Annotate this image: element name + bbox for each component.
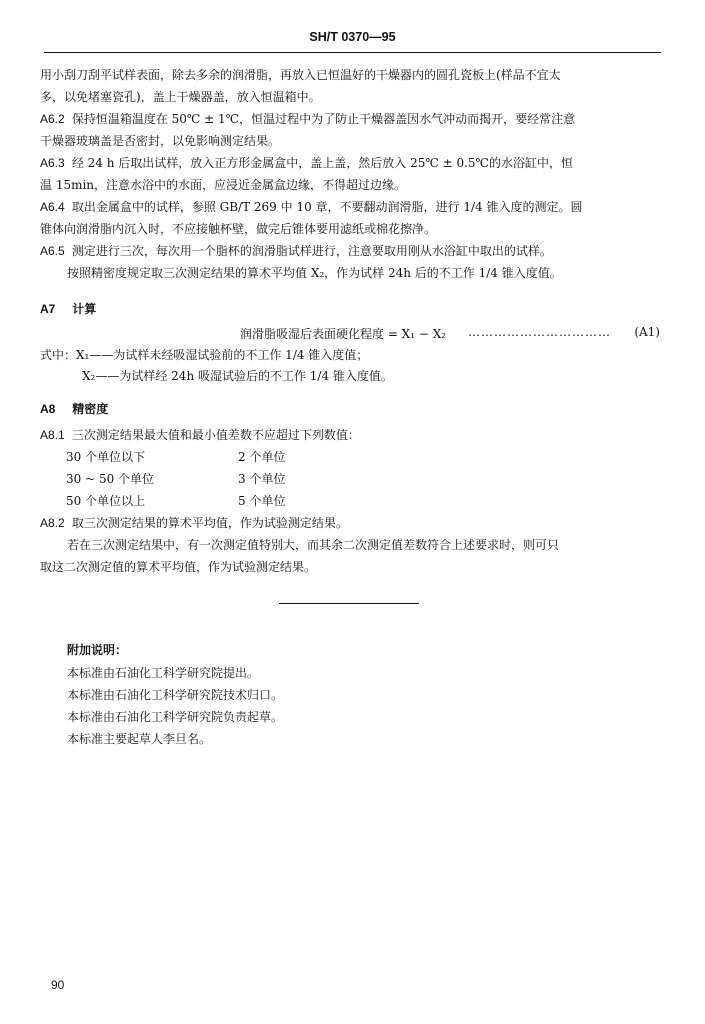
clause-a8-2 (40, 514, 662, 532)
variable-definition: X₂——为试样经 24h 吸湿试验后的不工作 1/4 锥入度值。 (82, 369, 393, 383)
clause-text: 取三次测定结果的算术平均值，作为试验测定结果。 (71, 516, 348, 530)
where-line (40, 346, 662, 364)
note-line: 本标准由石油化工科学研究院负责起草。 (67, 710, 284, 724)
clause-a6-2 (40, 110, 662, 128)
paragraph-line: 按照精密度规定取三次测定结果的算术平均值 X₂，作为试样 24h 后的不工作 1/4 锥入度值。 (67, 266, 562, 280)
precision-limit: 5 个单位 (238, 494, 286, 508)
clause-a6-4 (40, 198, 662, 216)
page-header: SH/T 0370—95 (309, 30, 396, 44)
clause-number: A6.3 (40, 156, 65, 170)
formula-expression: 润滑脂吸湿后表面硬化程度 = X₁ − X₂ (240, 327, 447, 341)
clause-number: A6.5 (40, 244, 65, 258)
clause-text: 取出金属盒中的试样，参照 GB/T 269 中 10 章，不要翻动润滑脂，进行 1/4 锥入度的测定。圆 (71, 200, 583, 214)
end-rule (279, 603, 419, 604)
precision-range: 50 个单位以上 (66, 494, 146, 508)
clause-number: A6.2 (40, 112, 65, 126)
clause-text: 保持恒温箱温度在 50℃ ± 1℃，恒温过程中为了防止干燥器盖因水气冲动而揭开，要经常注意 (71, 112, 576, 126)
precision-row (66, 492, 286, 509)
notes-title: 附加说明： (67, 643, 128, 657)
clause-text: 测定进行三次，每次用一个脂杯的润滑脂试样进行，注意要取用刚从水浴缸中取出的试样。 (71, 244, 552, 258)
clause-number: A6.4 (40, 200, 65, 214)
paragraph-line: 若在三次测定结果中，有一次测定值特别大，而其余二次测定值差数符合上述要求时，则可只 (67, 538, 560, 552)
paragraph-line: 温 15min，注意水浴中的水面，应浸近金属盒边缘，不得超过边缘。 (40, 178, 407, 192)
clause-a8-1 (40, 426, 662, 444)
where-label: 式中： (40, 348, 77, 362)
section-title: 精密度 (72, 402, 109, 416)
precision-row (66, 448, 286, 465)
clause-a6-5 (40, 242, 662, 260)
paragraph-line: 干燥器玻璃盖是否密封，以免影响测定结果。 (40, 134, 281, 148)
section-number: A7 (40, 302, 56, 316)
section-heading-a7 (40, 300, 662, 318)
section-number: A8 (40, 402, 56, 416)
paragraph-line: 取这二次测定值的算术平均值，作为试验测定结果。 (40, 560, 317, 574)
page-number: 90 (51, 978, 65, 992)
formula-number: (A1) (634, 325, 660, 339)
clause-text: 三次测定结果最大值和最小值差数不应超过下列数值： (71, 428, 360, 442)
clause-a6-3 (40, 154, 662, 172)
note-line: 本标准主要起草人李旦名。 (67, 732, 212, 746)
paragraph-line: 用小刮刀刮平试样表面，除去多余的润滑脂，再放入已恒温好的干燥器内的圆孔瓷板上(样品不宜太 (40, 68, 561, 82)
formula-leader: …………………………… (468, 325, 611, 339)
note-line: 本标准由石油化工科学研究院技术归口。 (67, 688, 284, 702)
section-heading-a8 (40, 400, 662, 418)
clause-text: 经 24 h 后取出试样，放入正方形金属盒中，盖上盖，然后放入 25℃ ± 0.5℃的水浴缸中，恒 (71, 156, 573, 170)
clause-number: A8.1 (40, 428, 65, 442)
section-title: 计算 (72, 302, 97, 316)
precision-row (66, 470, 286, 487)
precision-range: 30 ~ 50 个单位 (66, 472, 155, 486)
precision-limit: 3 个单位 (238, 472, 286, 486)
paragraph-line: 锥体向润滑脂内沉入时，不应接触杯壁，做完后锥体要用滤纸或棉花擦净。 (40, 222, 437, 236)
note-line: 本标准由石油化工科学研究院提出。 (67, 666, 260, 680)
precision-range: 30 个单位以下 (66, 450, 146, 464)
variable-definition: X₁——为试样未经吸湿试验前的不工作 1/4 锥入度值； (76, 348, 369, 362)
clause-number: A8.2 (40, 516, 65, 530)
header-rule (44, 52, 661, 53)
paragraph-line: 多，以免堵塞瓷孔)，盖上干燥器盖，放入恒温箱中。 (40, 90, 321, 104)
precision-limit: 2 个单位 (238, 450, 286, 464)
